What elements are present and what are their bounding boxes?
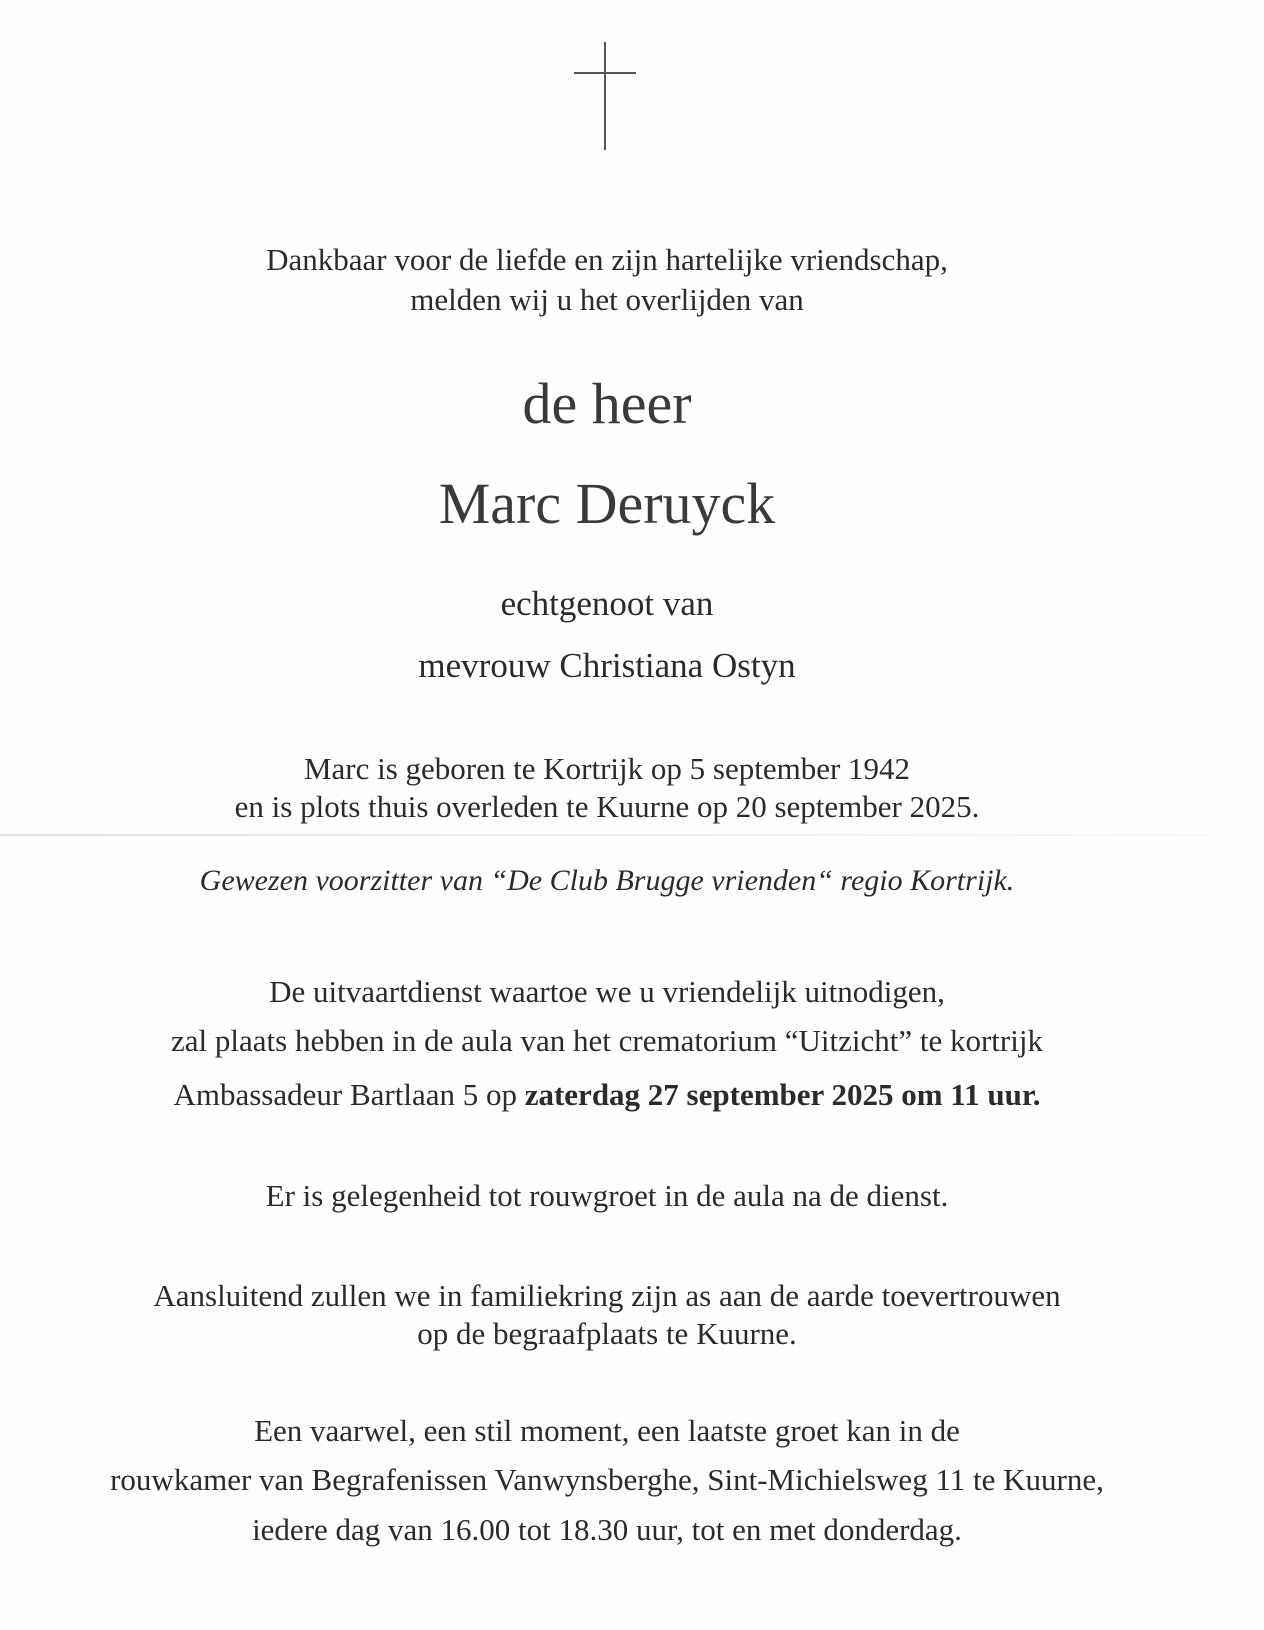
spouse-relation: echtgenoot van [500,584,714,623]
service-line-3 [0,1077,1214,1113]
service-address: Ambassadeur Bartlaan 5 op [173,1077,525,1112]
birth-line: Marc is geboren te Kortrijk op 5 september 1942 [303,751,911,786]
spouse-name: mevrouw Christiana Ostyn [418,646,796,685]
deceased-name: Marc Deruyck [438,471,776,536]
farewell-line-3: iedere dag van 16.00 tot 18.30 uur, tot en met donderdag. [252,1512,962,1547]
role-line: Gewezen voorzitter van “De Club Brugge vrienden“ regio Kortrijk. [199,864,1015,897]
intro-line-1: Dankbaar voor de liefde en zijn hartelijke vriendschap, [266,242,948,277]
fold-crease [0,834,1264,836]
honorific: de heer [522,371,692,436]
service-line-1: De uitvaartdienst waartoe we u vriendelijk uitnodigen, [269,974,945,1009]
burial-line-1: Aansluitend zullen we in familiekring zijn as aan de aarde toevertrouwen [153,1278,1061,1313]
cross-icon [574,42,636,150]
burial-line-2: op de begraafplaats te Kuurne. [417,1316,797,1351]
service-date-time: zaterdag 27 september 2025 om 11 uur. [524,1077,1041,1112]
farewell-line-1: Een vaarwel, een stil moment, een laatste groet kan in de [254,1413,960,1448]
service-line-2: zal plaats hebben in de aula van het crematorium “Uitzicht” te kortrijk [171,1023,1043,1058]
death-line: en is plots thuis overleden te Kuurne op 20 september 2025. [234,789,980,824]
condolence-line: Er is gelegenheid tot rouwgroet in de aula na de dienst. [265,1178,949,1213]
intro-line-2: melden wij u het overlijden van [410,282,804,317]
farewell-line-2: rouwkamer van Begrafenissen Vanwynsberghe, Sint-Michielsweg 11 te Kuurne, [110,1462,1104,1497]
